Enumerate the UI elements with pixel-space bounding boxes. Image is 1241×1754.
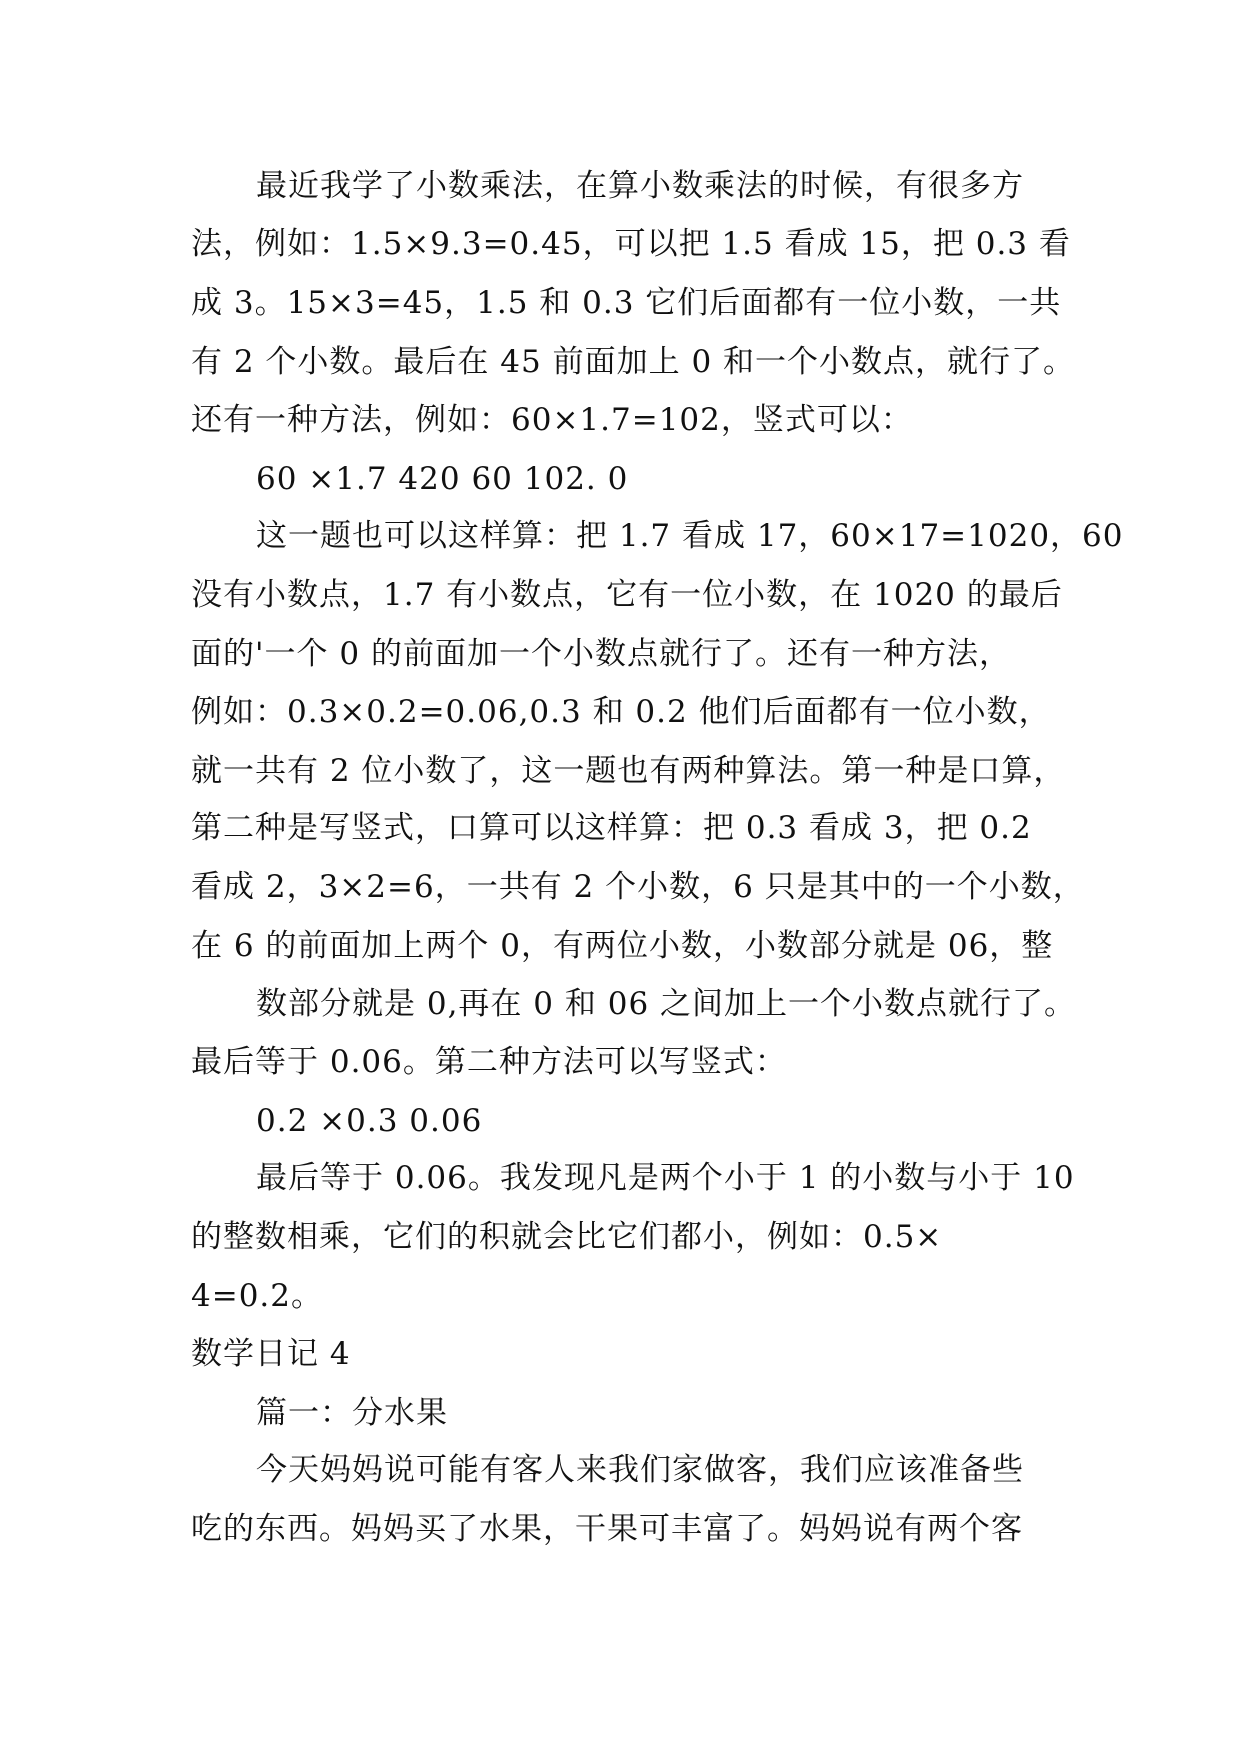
paragraph-line: 最后等于 0.06。我发现凡是两个小于 1 的小数与小于 10 <box>256 1160 1075 1196</box>
paragraph-line: 吃的东西。妈妈买了水果，干果可丰富了。妈妈说有两个客 <box>191 1511 1023 1547</box>
paragraph-line: 这一题也可以这样算：把 1.7 看成 17，60×17=1020，60 <box>256 518 1124 554</box>
paragraph-line: 没有小数点，1.7 有小数点，它有一位小数，在 1020 的最后 <box>191 577 1063 613</box>
paragraph-line: 最后等于 0.06。第二种方法可以写竖式： <box>191 1044 787 1080</box>
paragraph-line: 数部分就是 0,再在 0 和 06 之间加上一个小数点就行了。 <box>256 986 1077 1022</box>
paragraph-line: 法，例如：1.5×9.3=0.45，可以把 1.5 看成 15，把 0.3 看 <box>191 226 1071 262</box>
paragraph-line: 例如：0.3×0.2=0.06,0.3 和 0.2 他们后面都有一位小数， <box>191 694 1051 730</box>
paragraph-line: 就一共有 2 位小数了，这一题也有两种算法。第一种是口算， <box>191 753 1066 789</box>
paragraph-line: 的整数相乘，它们的积就会比它们都小，例如：0.5× <box>191 1219 943 1255</box>
paragraph-line: 面的'一个 0 的前面加一个小数点就行了。还有一种方法， <box>191 636 1011 672</box>
paragraph-line: 成 3。15×3=45，1.5 和 0.3 它们后面都有一位小数，一共 <box>191 285 1062 321</box>
paragraph-line: 最近我学了小数乘法，在算小数乘法的时候，有很多方 <box>256 168 1024 204</box>
paragraph-line: 看成 2，3×2=6，一共有 2 个小数，6 只是其中的一个小数， <box>191 869 1085 905</box>
section-heading: 数学日记 4 <box>191 1336 351 1372</box>
paragraph-line: 还有一种方法，例如：60×1.7=102，竖式可以： <box>191 402 913 438</box>
vertical-calculation-line: 60 ×1.7 420 60 102. 0 <box>256 461 629 497</box>
subsection-heading: 篇一：分水果 <box>256 1395 448 1431</box>
paragraph-line: 有 2 个小数。最后在 45 前面加上 0 和一个小数点，就行了。 <box>191 344 1076 380</box>
paragraph-line: 4=0.2。 <box>191 1278 323 1314</box>
paragraph-line: 今天妈妈说可能有客人来我们家做客，我们应该准备些 <box>256 1452 1024 1488</box>
vertical-calculation-line: 0.2 ×0.3 0.06 <box>256 1103 483 1139</box>
paragraph-line: 第二种是写竖式，口算可以这样算：把 0.3 看成 3，把 0.2 <box>191 810 1032 846</box>
paragraph-line: 在 6 的前面加上两个 0，有两位小数，小数部分就是 06，整 <box>191 928 1054 964</box>
